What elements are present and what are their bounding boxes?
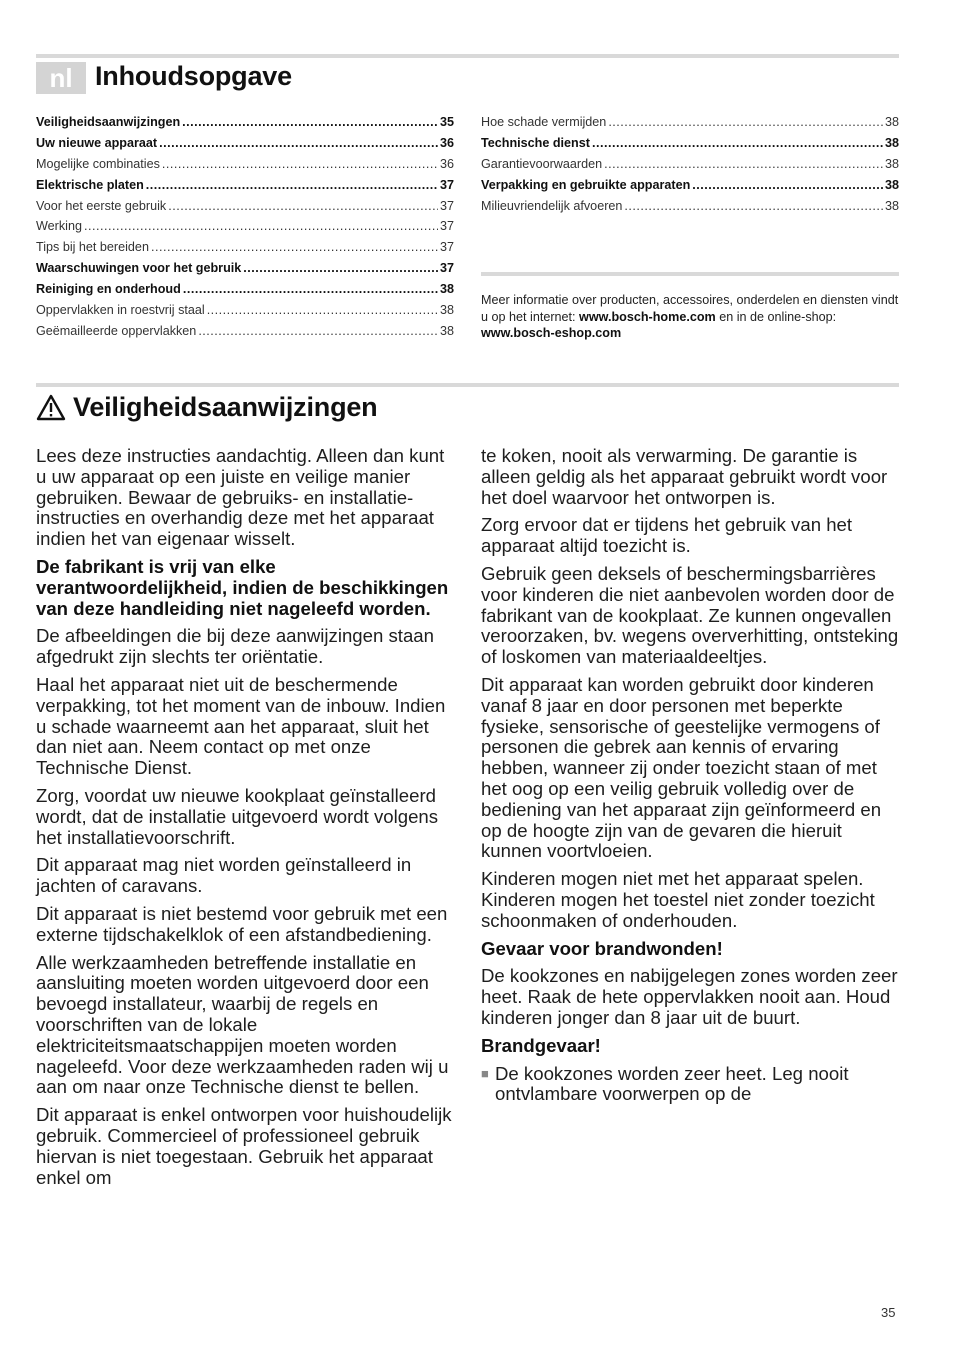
paragraph: Zorg ervoor dat er tijdens het gebruik van het apparaat altijd toezicht is. xyxy=(481,514,853,557)
toc-leader-dots xyxy=(198,324,438,338)
toc-leader-dots xyxy=(183,282,438,296)
toc-entry-page: 36 xyxy=(439,156,454,171)
paragraph: Haal het apparaat niet uit de beschermende verpakking, tot het moment van de inbouw. Indien u schade waarneemt aan het apparaat, sluit het dan niet aan. Neem contact op met onze Technische Dienst. xyxy=(36,673,446,779)
subheading: De fabrikant is vrij van elke verantwoordelijkheid, indien de beschikkingen van deze handleiding niet nageleefd worden. xyxy=(36,555,449,619)
language-badge: nl xyxy=(36,62,86,94)
toc-entry-label: Oppervlakken in roestvrij staal xyxy=(36,303,205,318)
paragraph: Dit apparaat kan worden gebruikt door kinderen vanaf 8 jaar en door personen met beperkte fysieke, sensorische of geestelijke vermogens of personen die gebrek aan kennis of ervaring hebben, wanneer zij onder toezicht staan of met het oog op een veilig gebruik volledig over de bediening van het apparaat zijn geïnformeerd en op de hoogte zijn van de gevaren die hieruit kunnen voortvloeien. xyxy=(481,673,882,862)
toc-entry[interactable] xyxy=(36,136,454,157)
toc-entry-label: Reiniging en onderhoud xyxy=(36,282,181,297)
eshop-link[interactable]: www.bosch-eshop.com xyxy=(481,326,622,341)
toc-entry-page: 35 xyxy=(439,115,454,129)
paragraph: De kookzones en nabijgelegen zones worden zeer heet. Raak de hete oppervlakken nooit aan. Houd kinderen jonger dan 8 jaar uit de buurt. xyxy=(481,965,898,1028)
toc-entry-label: Veiligheidsaanwijzingen xyxy=(36,115,181,129)
paragraph: Dit apparaat is enkel ontworpen voor huishoudelijk gebruik. Commercieel of professioneel gebruik hiervan is niet toegestaan. Gebruik het apparaat enkel om xyxy=(36,1104,452,1188)
toc-right-column xyxy=(481,115,899,219)
toc-entry-label: Elektrische platen xyxy=(36,177,144,192)
toc-entry[interactable] xyxy=(36,324,454,345)
toc-entry-label: Waarschuwingen voor het gebruik xyxy=(36,261,242,276)
toc-entry[interactable] xyxy=(36,178,454,199)
paragraph: Alle werkzaamheden betreffende installatie en aansluiting moeten worden uitgevoerd door een bevoegd installateur, waarbij de regels en voorschriften van de lokale elektriciteitsmaatschappijen moeten worden nageleefd. Voor deze werkzaamheden raden wij u aan om naar onze Technische dienst te bellen. xyxy=(36,951,449,1098)
top-rule xyxy=(36,54,899,58)
safety-heading xyxy=(36,392,377,423)
toc-entry[interactable] xyxy=(481,199,899,220)
toc-entry-label: Voor het eerste gebruik xyxy=(36,198,167,213)
toc-entry-label: Werking xyxy=(36,219,82,234)
toc-entry-label: Uw nieuwe apparaat xyxy=(36,135,158,150)
paragraph: Dit apparaat mag niet worden geïnstalleerd in jachten of caravans. xyxy=(36,854,412,897)
toc-leader-dots xyxy=(168,199,438,213)
toc-entry[interactable] xyxy=(36,219,454,240)
safety-right-column xyxy=(481,446,899,1105)
info-rule xyxy=(481,272,899,276)
toc-entry-page: 38 xyxy=(884,177,899,192)
paragraph: te koken, nooit als verwarming. De garantie is alleen geldig als het apparaat gebruikt wordt voor het doel waarvoor het ontworpen is. xyxy=(481,445,888,508)
paragraph: Lees deze instructies aandachtig. Alleen dan kunt u uw apparaat op een juiste en veilige manier gebruiken. Bewaar de gebruiks- en installatie-instructies en overhandig deze met het apparaat indien het van eigenaar wisselt. xyxy=(36,445,445,550)
toc-entry-page: 38 xyxy=(439,303,454,318)
toc-entry[interactable] xyxy=(36,199,454,220)
toc-entry-page: 38 xyxy=(884,135,899,150)
page-number: 35 xyxy=(881,1305,896,1320)
paragraph: Zorg, voordat uw nieuwe kookplaat geïnstalleerd wordt, dat de installatie uitgevoerd wordt volgens het installatievoorschrift. xyxy=(36,784,439,848)
toc-left-column xyxy=(36,115,454,345)
info-text-2: en in de online-shop: xyxy=(715,309,837,324)
toc-entry-page: 37 xyxy=(439,177,454,192)
toc-entry[interactable] xyxy=(481,136,899,157)
toc-leader-dots xyxy=(592,136,883,150)
paragraph: Kinderen mogen niet met het apparaat spelen. Kinderen mogen het toestel niet zonder toezicht schoonmaken of onderhouden. xyxy=(481,868,875,931)
paragraph: Dit apparaat is niet bestemd voor gebruik met een externe tijdschakelklok of een afstandbediening. xyxy=(36,902,448,945)
toc-entry-page: 38 xyxy=(884,115,899,129)
toc-entry[interactable] xyxy=(36,240,454,261)
toc-entry[interactable] xyxy=(36,115,454,136)
toc-leader-dots xyxy=(207,303,438,317)
toc-entry-page: 38 xyxy=(439,282,454,297)
safety-title: Veiligheidsaanwijzingen xyxy=(73,392,378,422)
toc-entry[interactable] xyxy=(481,157,899,178)
toc-entry-label: Geëmailleerde oppervlakken xyxy=(36,323,197,338)
toc-leader-dots xyxy=(159,136,438,150)
toc-entry-page: 37 xyxy=(439,219,454,234)
bullet-text: De kookzones worden zeer heet. Leg nooit ontvlambare voorwerpen op de xyxy=(495,1062,849,1105)
toc-entry[interactable] xyxy=(36,282,454,303)
subheading: Brandgevaar! xyxy=(481,1034,601,1056)
website-link[interactable]: www.bosch-home.com xyxy=(579,309,716,324)
toc-entry-label: Hoe schade vermijden xyxy=(481,115,607,129)
toc-title: Inhoudsopgave xyxy=(95,61,292,91)
toc-leader-dots xyxy=(692,178,883,192)
warning-triangle-icon xyxy=(36,394,66,421)
toc-leader-dots xyxy=(624,199,883,213)
toc-entry-label: Tips bij het bereiden xyxy=(36,240,149,255)
toc-leader-dots xyxy=(182,115,438,129)
toc-leader-dots xyxy=(162,157,438,171)
toc-entry-page: 37 xyxy=(439,198,454,213)
subheading: Gevaar voor brandwonden! xyxy=(481,937,723,959)
toc-entry-label: Milieuvriendelijk afvoeren xyxy=(481,198,623,213)
paragraph: De afbeeldingen die bij deze aanwijzingen staan afgedrukt zijn slechts ter oriëntatie. xyxy=(36,625,434,668)
bullet-item xyxy=(481,1064,899,1106)
info-text-1: Meer informatie over producten, accessoires, onderdelen en diensten vindt u op het internet: xyxy=(481,293,899,324)
toc-leader-dots xyxy=(243,261,438,275)
toc-entry[interactable] xyxy=(36,303,454,324)
paragraph: Gebruik geen deksels of beschermingsbarrières voor kinderen die niet aanbevolen worden door de fabrikant van de kookplaat. Ze kunnen ongevallen veroorzaken, bv. wegens oververhitting, ontsteking of loskomen van materiaaldeeltjes. xyxy=(481,562,899,668)
bullet-square-icon: ■ xyxy=(481,1065,489,1081)
safety-left-column xyxy=(36,446,454,1195)
toc-entry-label: Garantievoorwaarden xyxy=(481,156,603,171)
toc-entry-page: 37 xyxy=(439,261,454,276)
toc-entry[interactable] xyxy=(36,261,454,282)
section-rule xyxy=(36,383,899,387)
toc-entry-page: 38 xyxy=(884,198,899,213)
toc-entry-page: 36 xyxy=(439,135,454,150)
toc-leader-dots xyxy=(151,240,438,254)
info-text xyxy=(481,292,899,342)
toc-entry[interactable] xyxy=(481,115,899,136)
toc-entry[interactable] xyxy=(481,178,899,199)
toc-leader-dots xyxy=(84,219,438,233)
toc-entry-label: Mogelijke combinaties xyxy=(36,156,160,171)
toc-entry-page: 37 xyxy=(439,240,454,255)
toc-entry-page: 38 xyxy=(884,156,899,171)
toc-entry-page: 38 xyxy=(439,323,454,338)
toc-leader-dots xyxy=(146,178,438,192)
toc-leader-dots xyxy=(608,115,883,129)
toc-entry-label: Technische dienst xyxy=(481,135,590,150)
toc-leader-dots xyxy=(604,157,883,171)
toc-entry[interactable] xyxy=(36,157,454,178)
toc-entry-label: Verpakking en gebruikte apparaten xyxy=(481,177,691,192)
